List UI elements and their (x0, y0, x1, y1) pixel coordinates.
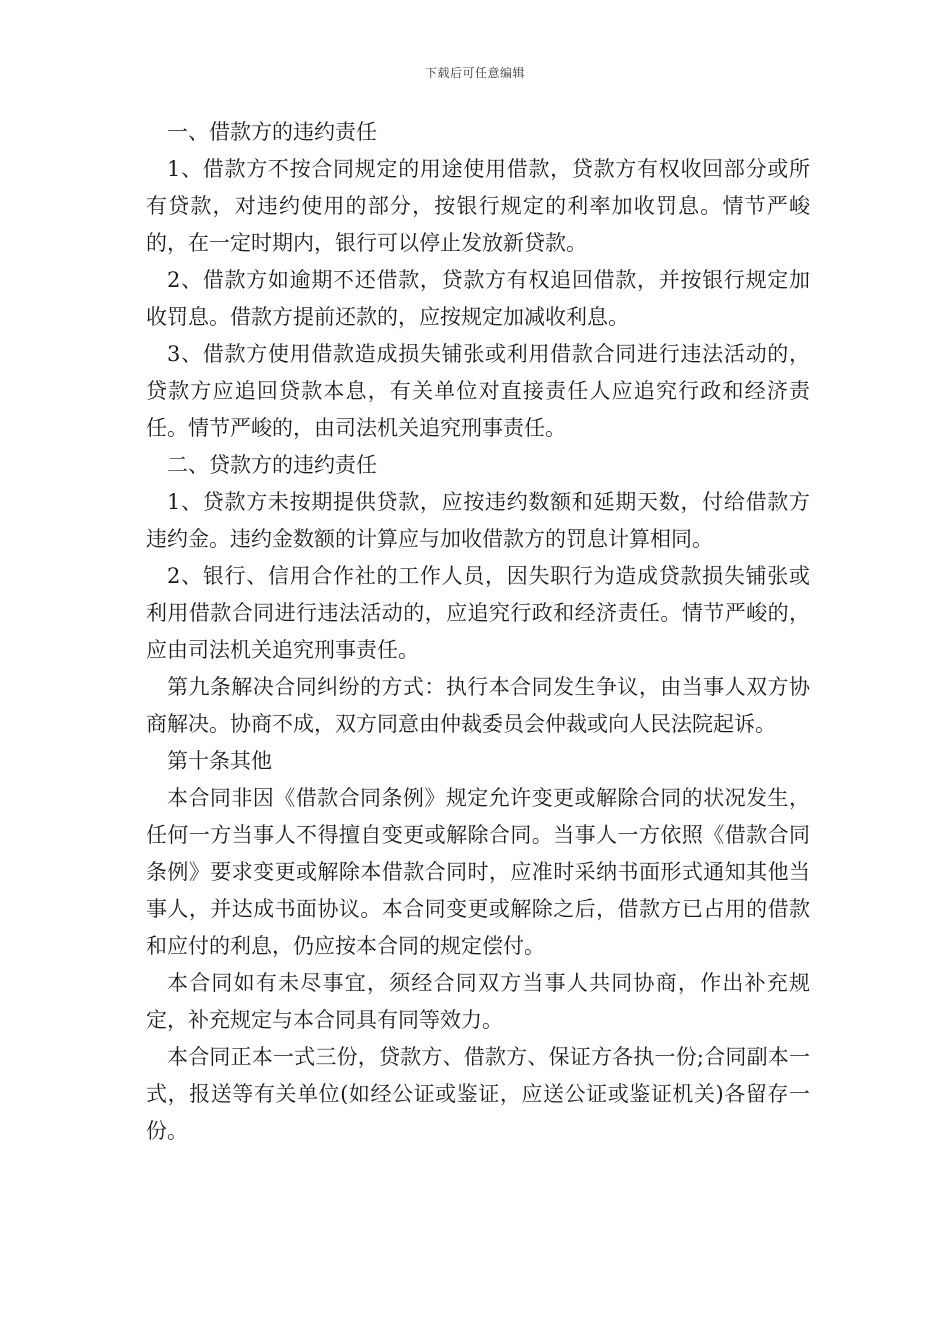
paragraph-lender-clause-2: 2、银行、信用合作社的工作人员，因失职行为造成贷款损失铺张或利用借款合同进行违法活动的，应追究行政和经济责任。情节严峻的，应由司法机关追究刑事责任。 (146, 564, 810, 662)
paragraph-borrower-clause-2: 2、借款方如逾期不还借款，贷款方有权追回借款，并按银行规定加收罚息。借款方提前还款的，应按规定加减收利息。 (146, 268, 810, 329)
paragraph-article-10-change: 本合同非因《借款合同条例》规定允许变更或解除合同的状况发生，任何一方当事人不得擅自变更或解除合同。当事人一方依照《借款合同条例》要求变更或解除本借款合同时，应准时采纳书面形式通知其他当事人，并达成书面协议。本合同变更或解除之后，借款方已占用的借款和应付的利息，仍应按本合同的规定偿付。 (146, 786, 810, 958)
document-body (146, 114, 810, 1150)
section-heading-borrower-liability: 一、借款方的违约责任 (167, 120, 377, 144)
paragraph-article-10-supplement: 本合同如有未尽事宜，须经合同双方当事人共同协商，作出补充规定，补充规定与本合同具有同等效力。 (146, 971, 810, 1032)
paragraph-borrower-clause-1: 1、借款方不按合同规定的用途使用借款，贷款方有权收回部分或所有贷款，对违约使用的部分，按银行规定的利率加收罚息。情节严峻的，在一定时期内，银行可以停止发放新贷款。 (146, 157, 810, 255)
paragraph-lender-clause-1: 1、贷款方未按期提供贷款，应按违约数额和延期天数，付给借款方违约金。违约金数额的计算应与加收借款方的罚息计算相同。 (146, 490, 810, 551)
paragraph-article-9: 第九条解决合同纠纷的方式：执行本合同发生争议，由当事人双方协商解决。协商不成，双方同意由仲裁委员会仲裁或向人民法院起诉。 (146, 675, 810, 736)
paragraph-article-10-copies: 本合同正本一式三份，贷款方、借款方、保证方各执一份;合同副本一式，报送等有关单位(如经公证或鉴证，应送公证或鉴证机关)各留存一份。 (146, 1045, 810, 1143)
paragraph-borrower-clause-3: 3、借款方使用借款造成损失铺张或利用借款合同进行违法活动的，贷款方应追回贷款本息，有关单位对直接责任人应追究行政和经济责任。情节严峻的，由司法机关追究刑事责任。 (146, 342, 810, 440)
page-header: 下载后可任意编辑 (424, 66, 525, 80)
section-heading-lender-liability: 二、贷款方的违约责任 (167, 453, 377, 477)
section-heading-article-10: 第十条其他 (167, 749, 272, 773)
